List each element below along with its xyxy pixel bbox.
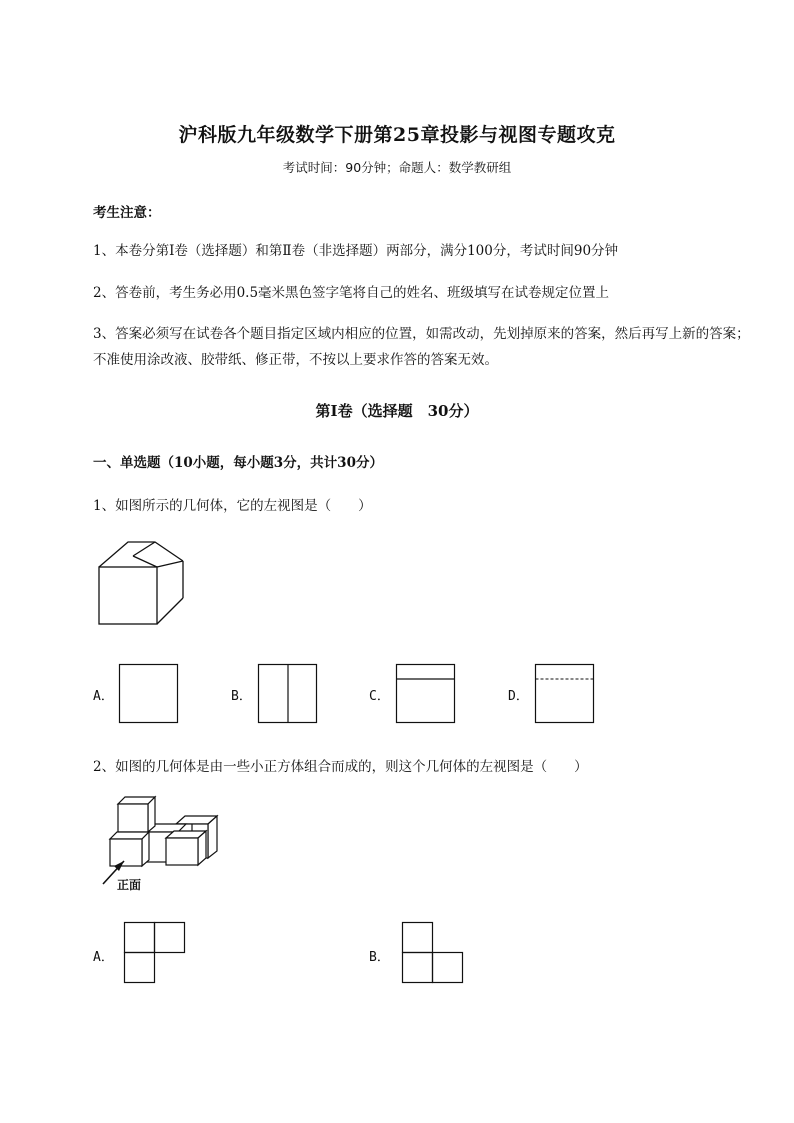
question-1-option-d-figure[interactable] xyxy=(535,664,595,724)
question-1-stem: 1、如图所示的几何体，它的左视图是（ ） xyxy=(93,498,372,514)
question-2-option-a-figure[interactable] xyxy=(124,922,186,984)
question-1-option-d-label[interactable]: D． xyxy=(508,689,529,704)
question-1-solid-figure xyxy=(95,540,191,630)
notice-item-2: 2、答卷前，考生务必用0.5毫米黑色签字笔将自己的姓名、班级填写在试卷规定位置上 xyxy=(93,285,610,301)
question-2-option-b-label[interactable]: B． xyxy=(369,950,390,965)
notice-heading: 考生注意： xyxy=(93,205,161,221)
question-1-option-a-figure[interactable] xyxy=(119,664,179,724)
notice-item-3: 3、答案必须写在试卷各个题目指定区域内相应的位置，如需改动，先划掉原来的答案，然后再写上新的答案；不准使用涂改液、胶带纸、修正带，不按以上要求作答的答案无效。 xyxy=(93,326,750,368)
notice-item-1: 1、本卷分第Ⅰ卷（选择题）和第Ⅱ卷（非选择题）两部分，满分100分，考试时间90分钟 xyxy=(93,243,619,259)
question-1-option-b-figure[interactable] xyxy=(258,664,318,724)
section-title: 第Ⅰ卷（选择题 30分） xyxy=(315,402,479,420)
question-2-option-b-figure[interactable] xyxy=(402,922,464,984)
question-1-option-c-label[interactable]: C． xyxy=(369,689,390,704)
question-1-option-a-label[interactable]: A． xyxy=(93,689,114,704)
exam-info: 考试时间：90分钟；命题人：数学教研组 xyxy=(282,160,512,175)
question-2-stem: 2、如图的几何体是由一些小正方体组合而成的，则这个几何体的左视图是（ ） xyxy=(93,759,588,775)
page-title: 沪科版九年级数学下册第25章投影与视图专题攻克 xyxy=(178,124,616,146)
question-1-option-b-label[interactable]: B． xyxy=(231,689,252,704)
question-1-option-c-figure[interactable] xyxy=(396,664,456,724)
part-heading: 一、单选题（10小题，每小题3分，共计30分） xyxy=(93,455,383,471)
question-2-option-a-label[interactable]: A． xyxy=(93,950,114,965)
front-direction-label: 正面 xyxy=(117,878,142,892)
